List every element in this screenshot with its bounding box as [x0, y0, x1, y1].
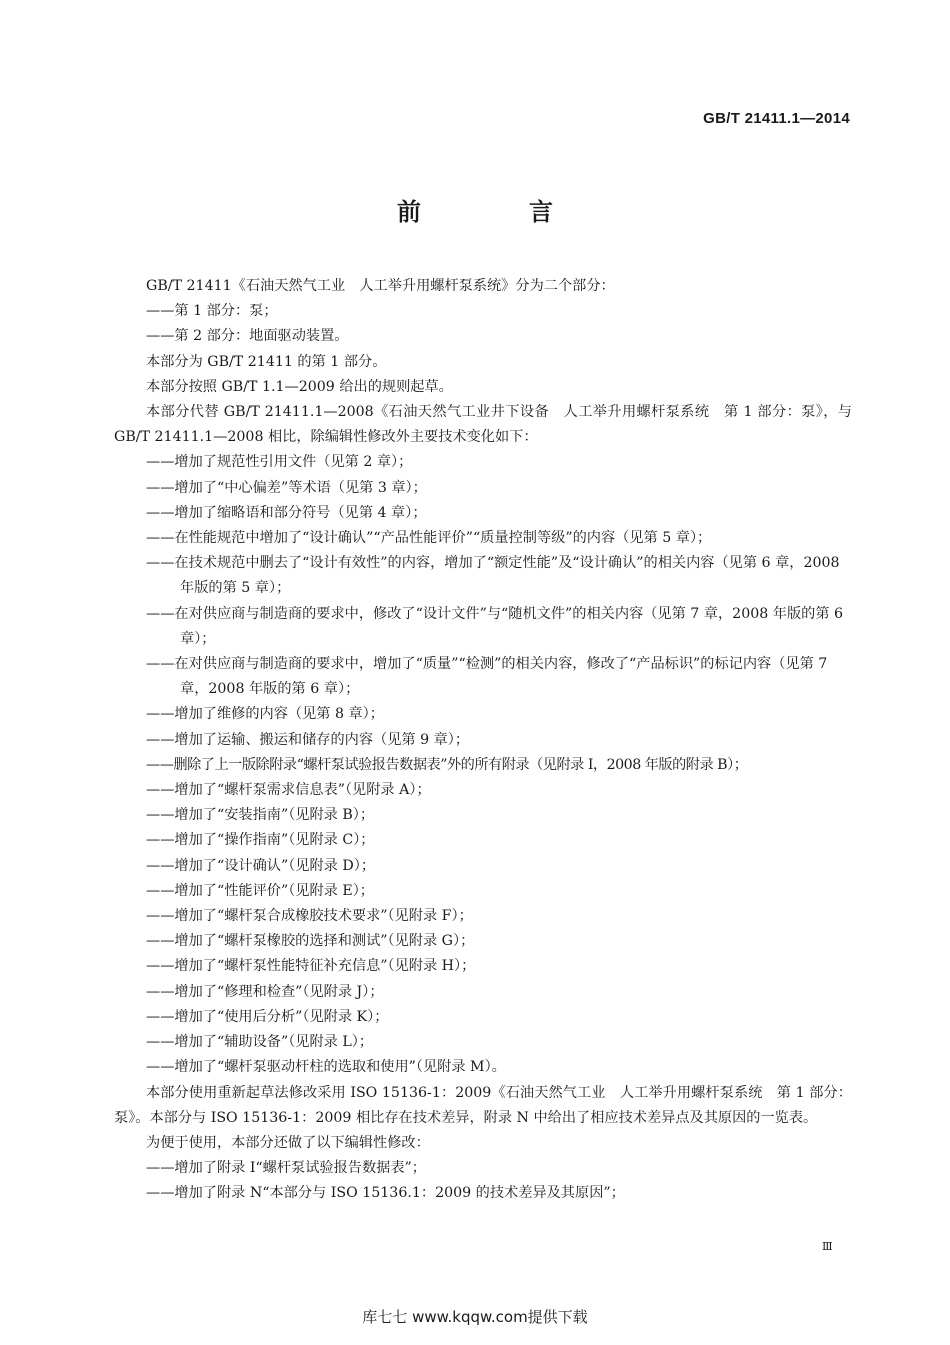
- list-item: ——删除了上一版除附录“螺杆泵试验报告数据表”外的所有附录（见附录 I，2008 年版的附录 B）；: [146, 756, 748, 773]
- document-body: [114, 274, 852, 1207]
- list-item: ——在对供应商与制造商的要求中，增加了“质量”“检测”的相关内容，修改了“产品标识”的标记内容（见第 7 章，2008 年版的第 6 章）；: [146, 656, 828, 698]
- list-item: ——在对供应商与制造商的要求中，修改了“设计文件”与“随机文件”的相关内容（见第 7 章，2008 年版的第 6 章）；: [146, 605, 844, 647]
- page-title: 前 言: [397, 198, 595, 226]
- page-number: Ⅲ: [822, 1240, 834, 1253]
- list-item: ——增加了“修理和检查”（见附录 J）；: [146, 983, 384, 1000]
- list-item: ——在性能规范中增加了“设计确认”“产品性能评价”“质量控制等级”的内容（见第 5 章）；: [146, 530, 712, 547]
- list-item: ——增加了“使用后分析”（见附录 K）；: [146, 1008, 389, 1025]
- list-item: ——增加了“中心偏差”等术语（见第 3 章）；: [146, 479, 427, 496]
- paragraph: 为便于使用，本部分还做了以下编辑性修改：: [146, 1134, 430, 1151]
- list-item: ——增加了“螺杆泵橡胶的选择和测试”（见附录 G）；: [146, 933, 475, 950]
- standard-number: GB/T 21411.1—2014: [703, 110, 850, 127]
- paragraph: GB/T 21411《石油天然气工业 人工举升用螺杆泵系统》分为二个部分：: [146, 278, 615, 294]
- list-item: ——增加了“螺杆泵性能特征补充信息”（见附录 H）；: [146, 958, 476, 975]
- list-item: ——增加了维修的内容（见第 8 章）；: [146, 706, 384, 723]
- list-item: ——增加了“螺杆泵驱动杆柱的选取和使用”（见附录 M）。: [146, 1059, 506, 1076]
- list-item: ——第 1 部分：泵；: [146, 303, 278, 320]
- list-item: ——增加了规范性引用文件（见第 2 章）；: [146, 454, 413, 471]
- list-item: ——增加了缩略语和部分符号（见第 4 章）；: [146, 504, 427, 521]
- list-item: ——增加了“辅助设备”（见附录 L）；: [146, 1034, 374, 1051]
- list-item: ——第 2 部分：地面驱动装置。: [146, 328, 349, 345]
- list-item: ——增加了附录 I“螺杆泵试验报告数据表”；: [146, 1160, 426, 1177]
- list-item: ——在技术规范中删去了“设计有效性”的内容，增加了“额定性能”及“设计确认”的相关内容（见第 6 章，2008 年版的第 5 章）；: [146, 555, 840, 597]
- list-item: ——增加了“螺杆泵需求信息表”（见附录 A）；: [146, 782, 431, 799]
- paragraph: 本部分按照 GB/T 1.1—2009 给出的规则起草。: [146, 378, 453, 395]
- list-item: ——增加了运输、搬运和储存的内容（见第 9 章）；: [146, 731, 470, 748]
- paragraph: 本部分代替 GB/T 21411.1—2008《石油天然气工业井下设备 人工举升用螺杆泵系统 第 1 部分：泵》，与 GB/T 21411.1—2008 相比，除编辑性修改外主要技术变化如下：: [114, 404, 852, 446]
- list-item: ——增加了“操作指南”（见附录 C）；: [146, 832, 375, 849]
- list-item: ——增加了“安装指南”（见附录 B）；: [146, 807, 375, 824]
- download-footer: 库七七 www.kqqw.com提供下载: [362, 1308, 588, 1326]
- list-item: ——增加了附录 N“本部分与 ISO 15136.1：2009 的技术差异及其原因”；: [146, 1185, 625, 1202]
- paragraph: 本部分使用重新起草法修改采用 ISO 15136-1：2009《石油天然气工业 人工举升用螺杆泵系统 第 1 部分：泵》。本部分与 ISO 15136-1：2009 相比存在技术差异，附录 N 中给出了相应技术差异点及其原因的一览表。: [114, 1084, 852, 1126]
- list-item: ——增加了“性能评价”（见附录 E）；: [146, 882, 374, 899]
- list-item: ——增加了“设计确认”（见附录 D）；: [146, 857, 376, 874]
- list-item: ——增加了“螺杆泵合成橡胶技术要求”（见附录 F）；: [146, 908, 473, 925]
- paragraph: 本部分为 GB/T 21411 的第 1 部分。: [146, 353, 387, 370]
